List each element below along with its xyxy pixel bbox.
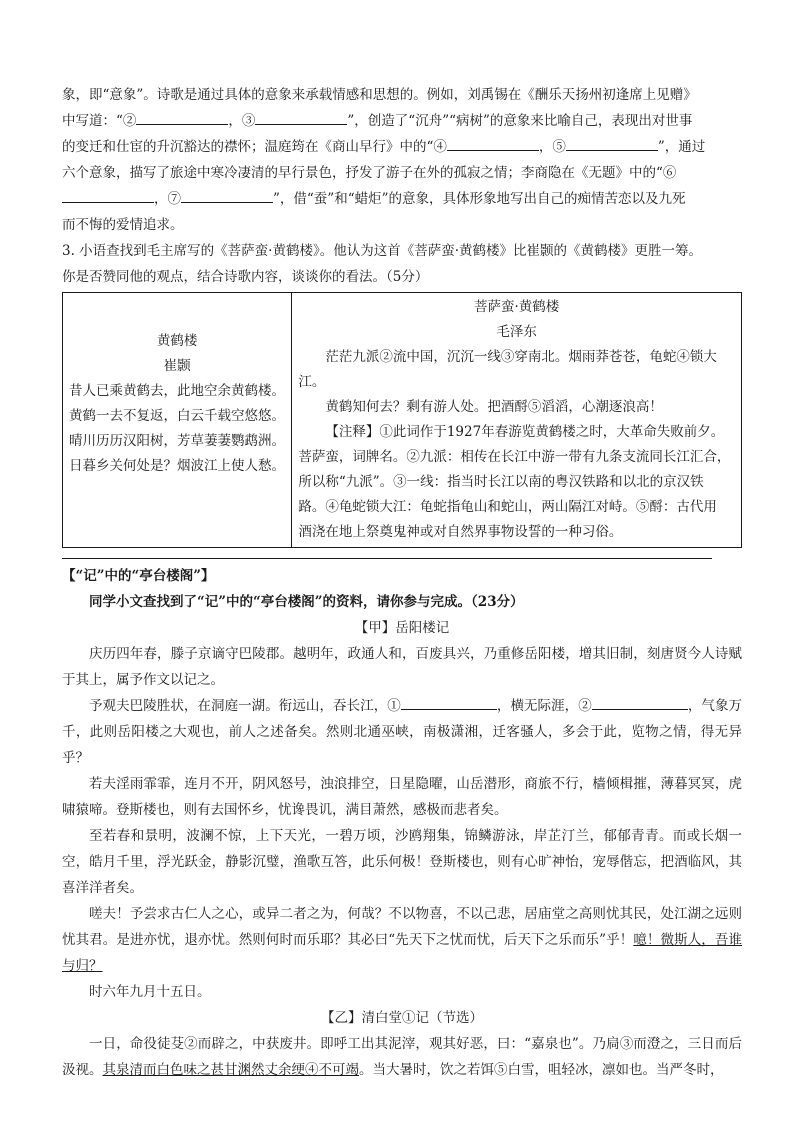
answer-blank-a1[interactable] — [401, 695, 497, 710]
poem-left-line: 日暮乡关何处是？烟波江上使人愁。 — [69, 458, 285, 474]
text-a-fragment: 嗟夫！予尝求古仁人之心，或异二者之为，何哉？不以物喜，不以己悲，居庙堂之高则忧其民，处江湖之远则忧其君。是进亦忧，退亦忧。然则何时而乐耶？其必曰“先天下之忧而忧，后天下之乐而乐”乎！ — [62, 906, 742, 948]
poem-left-line: 晴川历历汉阳树，芳草萋萋鹦鹉洲。 — [69, 433, 285, 449]
text-b-fragment: 一日，命役徒芟②而辟之，中获废井。即呼工出其泥滓，观其好恶，曰：“嘉泉也”。乃扃③而澄之，三日而后汲视。 — [62, 1036, 742, 1078]
text-a-paragraph — [62, 693, 742, 771]
underlined-sentence: 其泉清而白色味之甚甘渊然丈余绠④不可竭 — [102, 1062, 359, 1078]
intro-text: ”，借“蚕”和“蜡炬”的意象，具体形象地写出自己的痴情苦恋以及九死 — [273, 191, 686, 207]
underlined-sentence: 斯人，吾谁与归？ — [62, 932, 742, 974]
section-title: 【“记”中的“亭台楼阁”】 — [62, 568, 215, 584]
text-a-paragraph: 庆历四年春，滕子京谪守巴陵郡。越明年，政通人和，百废具兴，乃重修岳阳楼，增其旧制，刻唐贤今人诗赋于其上，属予作文以记之。 — [62, 646, 742, 688]
intro-line-5 — [62, 186, 742, 212]
intro-text: 中写道：“② — [62, 113, 137, 129]
intro-line-3 — [62, 134, 742, 160]
section-divider — [62, 558, 712, 559]
text-b-paragraph — [62, 1031, 742, 1083]
poem-left-cell — [63, 293, 292, 548]
poem-right-note: 所以称“九派”。③一线：指当时长江以南的粤汉铁路和以北的京汉铁 — [298, 474, 704, 490]
poem-right-note: 路。④龟蛇锁大江：龟蛇指龟山和蛇山，两山隔江对峙。⑤酹：古代用 — [298, 499, 717, 515]
answer-blank-a2[interactable] — [592, 695, 688, 710]
poem-comparison-table — [62, 292, 742, 548]
poem-left-line: 昔人已乘黄鹤去，此地空余黄鹤楼。 — [69, 383, 285, 399]
poem-right-line: 黄鹤知何去？剩有游人处。把酒酹⑤滔滔，心潮逐浪高！ — [325, 399, 663, 415]
poem-left-title: 黄鹤楼 — [156, 333, 198, 349]
section-prompt: 同学小文查找到了“记”中的“亭台楼阁”的资料，请你参与完成。（23分） — [89, 594, 524, 610]
poem-right-author: 毛泽东 — [496, 324, 537, 340]
question-3-line-2: 你是否赞同他的观点，结合诗歌内容，谈谈你的看法。（5分） — [62, 269, 429, 285]
answer-blank-3[interactable] — [255, 110, 347, 125]
text-a-date: 时六年九月十五日。 — [89, 984, 211, 1000]
underlined-sentence: 噫！微 — [633, 932, 675, 948]
intro-text: ，⑤ — [538, 139, 566, 155]
text-a-fragment: ，横无际涯，② — [496, 698, 592, 714]
poem-left-line: 黄鹤一去不复返，白云千载空悠悠。 — [69, 408, 285, 424]
answer-blank-7[interactable] — [181, 188, 273, 203]
intro-text: ，⑦ — [154, 191, 181, 207]
text-a-paragraph: 至若春和景明，波澜不惊，上下天光，一碧万顷，沙鸥翔集，锦鳞游泳，岸芷汀兰，郁郁青青。而或长烟一空，皓月千里，浮光跃金，静影沉璧，渔歌互答，此乐何极！登斯楼也，则有心旷神怡，宠辱偕忘，把酒临风，其喜洋洋者矣。 — [62, 828, 742, 896]
answer-blank-4[interactable] — [447, 136, 539, 151]
intro-text: ”，创造了“沉舟”“病树”的意象来比喻自己，表现出对世事 — [347, 113, 693, 129]
answer-blank-2[interactable] — [136, 110, 228, 125]
poem-right-note: 【注释】①此词作于1927年春游览黄鹤楼之时，大革命失败前夕。 — [325, 424, 725, 440]
intro-line-6: 而不悔的爱情追求。 — [62, 217, 184, 233]
text-b-title: 【乙】清白堂①记（节选） — [321, 1010, 483, 1026]
text-a-fragment: ，气象万千，此则岳阳楼之大观也，前人之述备矣。然则北通巫峡，南极潇湘，迁客骚人，多会于此，览物之情，得无异乎？ — [62, 698, 743, 766]
poem-right-title: 菩萨蛮·黄鹤楼 — [474, 299, 560, 315]
text-a-fragment: 予观夫巴陵胜状，在洞庭一湖。衔远山，吞长江，① — [89, 698, 401, 714]
text-a-paragraph — [62, 901, 742, 979]
question-3-line-1: 3. 小语查找到毛主席写的《菩萨蛮·黄鹤楼》。他认为这首《菩萨蛮·黄鹤楼》比崔颢的《黄鹤楼》更胜一筹。 — [62, 243, 703, 259]
text-a-paragraph: 若夫淫雨霏霏，连月不开，阴风怒号，浊浪排空，日星隐曜，山岳潜形，商旅不行，樯倾楫摧，薄暮冥冥，虎啸猿啼。登斯楼也，则有去国怀乡，忧谗畏讥，满目萧然，感极而悲者矣。 — [62, 776, 742, 818]
intro-text: ，③ — [228, 113, 256, 129]
intro-text: ”，通过 — [657, 139, 706, 155]
poem-right-note: 菩萨蛮，词牌名。②九派：相传在长江中游一带有九条支流同长江汇合， — [298, 449, 731, 465]
poem-right-line: 茫茫九派②流中国，沉沉一线③穿南北。烟雨莽苍苍，龟蛇④锁大江。 — [298, 349, 717, 390]
poem-right-note: 酒浇在地上祭奠鬼神或对自然界事物设誓的一种习俗。 — [298, 524, 623, 540]
answer-blank-6[interactable] — [62, 188, 154, 203]
intro-text: 的变迁和仕宦的升沉豁达的襟怀；温庭筠在《商山早行》中的“④ — [62, 139, 447, 155]
poem-right-cell — [292, 293, 742, 548]
text-a-title: 【甲】岳阳楼记 — [354, 620, 450, 636]
intro-line-1: 象，即“意象”。诗歌是通过具体的意象来承载情感和思想的。例如，刘禹锡在《酬乐天扬州初逢席上见赠》 — [62, 87, 697, 103]
intro-line-4: 六个意象，描写了旅途中寒冷凄清的早行景色，抒发了游子在外的孤寂之情；李商隐在《无题》中的“⑥ — [62, 165, 677, 181]
poem-left-author: 崔颢 — [163, 358, 191, 374]
answer-blank-5[interactable] — [566, 136, 658, 151]
text-b-fragment: 。当大暑时，饮之若饵⑤白雪，咀轻冰，凛如也。当严冬时， — [359, 1062, 724, 1078]
exam-page — [62, 82, 742, 1083]
intro-line-2 — [62, 108, 742, 134]
